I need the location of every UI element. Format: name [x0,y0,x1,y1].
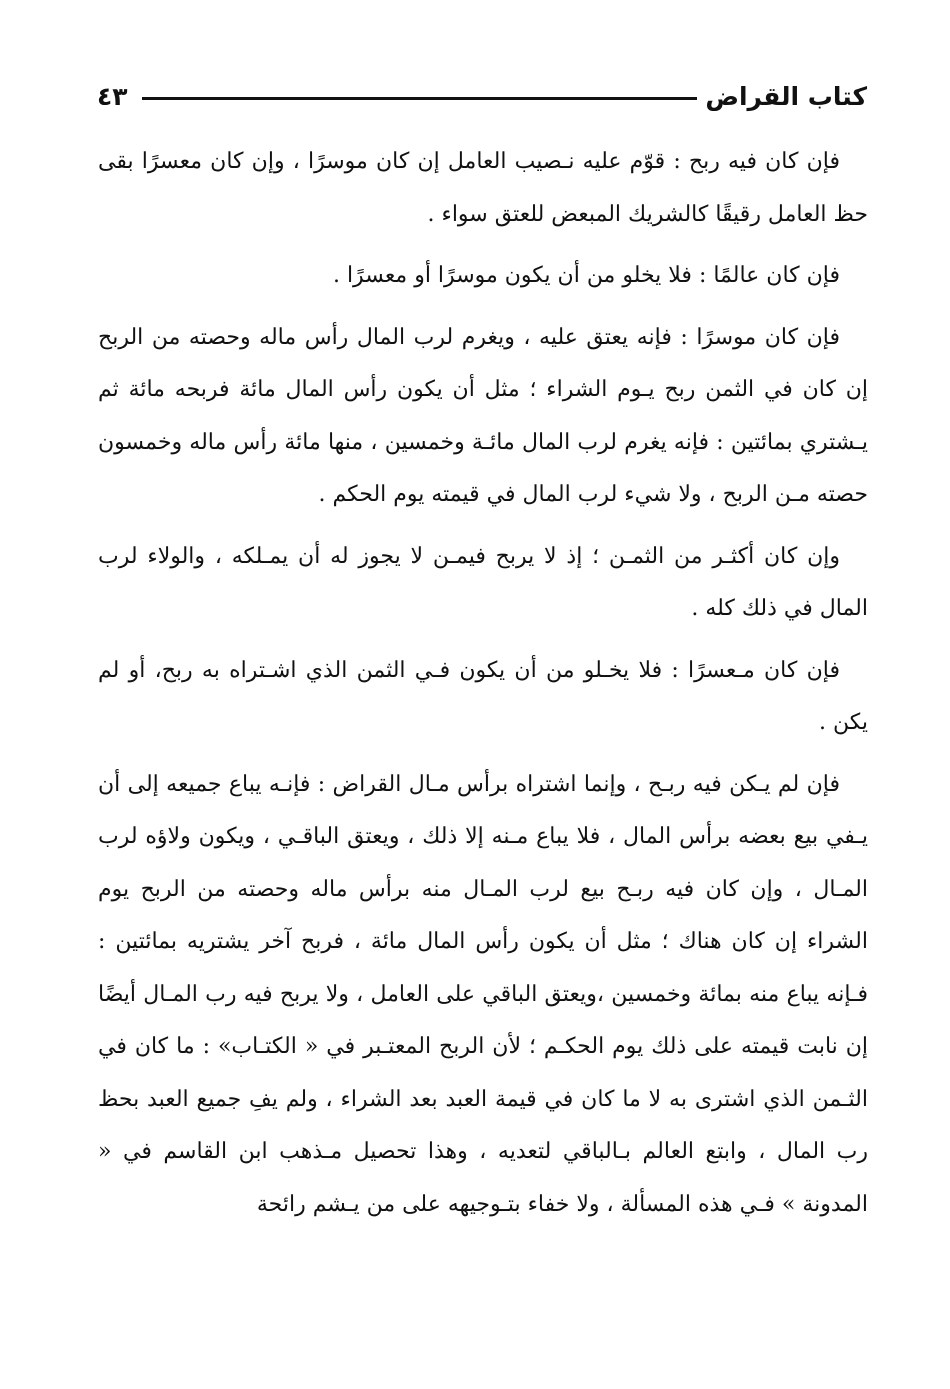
paragraph: فإن كان مـعسرًا : فلا يخـلو من أن يكون فـي الثمن الذي اشـتراه به ربح، أو لم يكن . [98,657,868,735]
header-rule [142,97,698,100]
paragraph: فإن كان موسرًا : فإنه يعتق عليه ، ويغرم لرب المال رأس ماله وحصته من الربح إن كان في الثمن ربح يـوم الشراء ؛ مثل أن يكون رأس المال مائة فربحه مائة ثم يـشتري بمائتين : فإنه يغرم لرب المال مائـة وخمسين ، منها مائة رأس ماله وخمسون حصته مـن الربح ، ولا شيء لرب المال في قيمته يوم الحكم . [98,324,868,507]
paragraph: فإن كان فيه ربح : قوّم عليه نـصيب العامل إن كان موسرًا ، وإن كان معسرًا بقى حظ العامل رقيقًا كالشريك المبعض للعتق سواء . [98,149,868,227]
paragraph: فإن كان عالمًا : فلا يخلو من أن يكون موسرًا أو معسرًا . [332,263,840,288]
paragraph: فإن لم يـكن فيه ربـح ، وإنما اشتراه برأس مـال القراض : فإنـه يباع جميعه إلى أن يـفي بيع بعضه برأس المال ، فلا يباع مـنه إلا ذلك ، ويعتق الباقـي ، ويكون ولاؤه لرب المـال ، وإن كان فيه ربـح بيع لرب المـال منه برأس ماله وحصته من الربح يوم الشراء إن كان هناك ؛ مثل أن يكون رأس المال مائة ، فربح آخر يشتريه بمائتين : فـإنه يباع منه بمائة وخمسين ،ويعتق الباقي على العامل ، ولا يربح فيه رب المـال أيضًا إن نابت قيمته على ذلك يوم الحكـم ؛ لأن الربح المعتـبر في « الكتـاب» : ما كان في الثـمن الذي اشترى به لا ما كان في قيمة العبد بعد الشراء ، ولم يفِ جميع العبد بحظ رب المال ، وابتع العالم بـالباقي لتعديه ، وهذا تحصيل مـذهب ابن القاسم في « المدونة » فـي هذه المسألة ، ولا خفاء بتـوجيهه على من يـشم رائحة [98,771,868,1217]
page-number: ٤٣ [97,81,128,111]
running-header [97,76,867,116]
paragraph: وإن كان أكثـر من الثمـن ؛ إذ لا يربح فيمـن لا يجوز له أن يمـلكه ، والولاء لرب المال في ذلك كله . [98,543,868,621]
body-text [98,136,868,1240]
chapter-title: كتاب القراض [705,81,867,111]
